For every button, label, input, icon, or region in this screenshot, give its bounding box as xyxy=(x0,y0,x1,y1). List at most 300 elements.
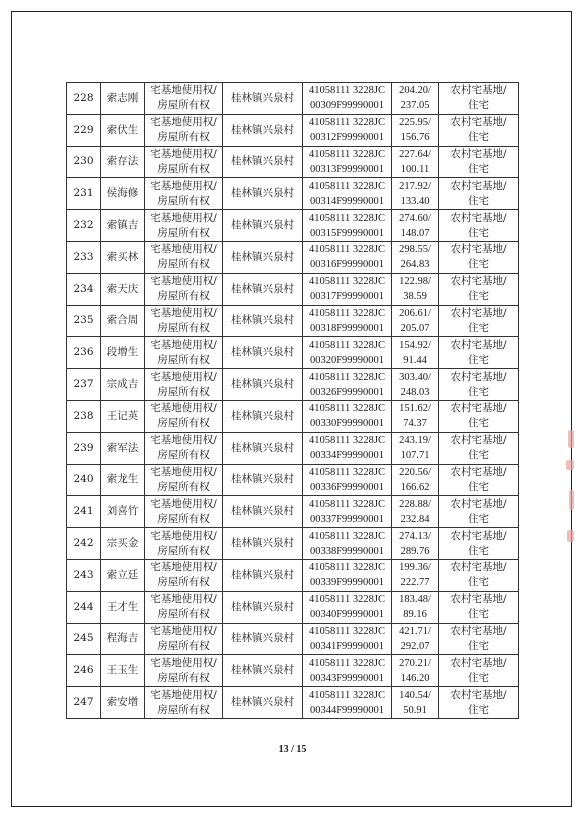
area-cell xyxy=(392,305,439,337)
land-use-cell xyxy=(439,559,519,591)
unit-code-cell-line: 00320F99990001 xyxy=(309,354,385,366)
area-cell-line: 220.56/ xyxy=(399,466,431,478)
land-use-cell xyxy=(439,369,519,401)
unit-code-cell-line: 00341F99990001 xyxy=(309,640,385,652)
area-cell-line: 122.98/ xyxy=(399,276,431,288)
owner-name-cell: 刘喜竹 xyxy=(101,496,145,528)
unit-code-cell xyxy=(303,559,392,591)
table-row xyxy=(67,83,519,115)
right-type-cell xyxy=(145,146,223,178)
right-type-cell-line: 宅基地使用权/ xyxy=(150,688,217,701)
table-row xyxy=(67,305,519,337)
land-use-cell xyxy=(439,83,519,115)
land-use-cell-line: 住宅 xyxy=(468,449,489,462)
table-row xyxy=(67,241,519,273)
right-type-cell-line: 房屋所有权 xyxy=(157,608,210,621)
land-use-cell-line: 住宅 xyxy=(468,703,489,716)
row-number-cell: 241 xyxy=(67,496,101,528)
unit-code-cell-line: 41058111 3228JC xyxy=(309,562,385,574)
right-type-cell-line: 房屋所有权 xyxy=(157,321,210,334)
land-use-cell-line: 农村宅基地/ xyxy=(450,624,507,637)
unit-code-cell xyxy=(303,496,392,528)
table-row xyxy=(67,146,519,178)
owner-name-cell: 索志刚 xyxy=(101,83,145,115)
location-cell: 桂林镇兴泉村 xyxy=(223,210,303,242)
land-use-cell xyxy=(439,496,519,528)
owner-name-cell: 索买林 xyxy=(101,241,145,273)
area-cell xyxy=(392,528,439,560)
area-cell-line: 140.54/ xyxy=(399,689,431,701)
row-number-cell: 245 xyxy=(67,623,101,655)
page-number: 13 / 15 xyxy=(278,744,307,755)
location-cell: 桂林镇兴泉村 xyxy=(223,241,303,273)
row-number-cell: 229 xyxy=(67,114,101,146)
records-table xyxy=(66,82,519,719)
land-use-cell-line: 农村宅基地/ xyxy=(450,338,507,351)
area-cell-line: 243.19/ xyxy=(399,435,431,447)
location-cell: 桂林镇兴泉村 xyxy=(223,623,303,655)
table-row xyxy=(67,559,519,591)
unit-code-cell xyxy=(303,337,392,369)
land-use-cell-line: 住宅 xyxy=(468,417,489,430)
area-cell-line: 228.88/ xyxy=(399,498,431,510)
area-cell-line: 38.59 xyxy=(403,291,427,303)
right-type-cell xyxy=(145,464,223,496)
right-type-cell-line: 宅基地使用权/ xyxy=(150,529,217,542)
land-use-cell-line: 农村宅基地/ xyxy=(450,497,507,510)
area-cell-line: 298.55/ xyxy=(399,244,431,256)
land-use-cell xyxy=(439,432,519,464)
land-use-cell-line: 住宅 xyxy=(468,639,489,652)
location-cell: 桂林镇兴泉村 xyxy=(223,273,303,305)
land-use-cell xyxy=(439,146,519,178)
area-cell xyxy=(392,687,439,719)
area-cell-line: 166.62 xyxy=(400,481,430,493)
location-cell: 桂林镇兴泉村 xyxy=(223,687,303,719)
unit-code-cell-line: 00344F99990001 xyxy=(309,704,385,716)
area-cell xyxy=(392,432,439,464)
land-use-cell xyxy=(439,591,519,623)
right-type-cell-line: 宅基地使用权/ xyxy=(150,497,217,510)
land-use-cell-line: 住宅 xyxy=(468,258,489,271)
land-use-cell xyxy=(439,464,519,496)
unit-code-cell-line: 41058111 3228JC xyxy=(309,466,385,478)
right-type-cell-line: 宅基地使用权/ xyxy=(150,275,217,288)
land-use-cell-line: 住宅 xyxy=(468,226,489,239)
area-cell xyxy=(392,210,439,242)
row-number-cell: 234 xyxy=(67,273,101,305)
right-type-cell xyxy=(145,369,223,401)
area-cell-line: 237.05 xyxy=(400,100,430,112)
unit-code-cell-line: 41058111 3228JC xyxy=(309,212,385,224)
land-use-cell-line: 农村宅基地/ xyxy=(450,243,507,256)
unit-code-cell xyxy=(303,432,392,464)
unit-code-cell xyxy=(303,210,392,242)
row-number-cell: 231 xyxy=(67,178,101,210)
location-cell: 桂林镇兴泉村 xyxy=(223,655,303,687)
right-type-cell xyxy=(145,83,223,115)
unit-code-cell xyxy=(303,464,392,496)
row-number-cell: 246 xyxy=(67,655,101,687)
row-number-cell: 238 xyxy=(67,400,101,432)
table-row xyxy=(67,623,519,655)
area-cell-line: 74.37 xyxy=(403,418,427,430)
area-cell-line: 303.40/ xyxy=(399,371,431,383)
unit-code-cell-line: 41058111 3228JC xyxy=(309,689,385,701)
area-cell xyxy=(392,241,439,273)
land-use-cell-line: 农村宅基地/ xyxy=(450,465,507,478)
unit-code-cell-line: 41058111 3228JC xyxy=(309,117,385,129)
land-use-cell-line: 住宅 xyxy=(468,512,489,525)
unit-code-cell xyxy=(303,114,392,146)
location-cell: 桂林镇兴泉村 xyxy=(223,400,303,432)
table-row xyxy=(67,655,519,687)
unit-code-cell-line: 41058111 3228JC xyxy=(309,276,385,288)
area-cell-line: 222.77 xyxy=(400,577,430,589)
unit-code-cell-line: 41058111 3228JC xyxy=(309,85,385,97)
area-cell xyxy=(392,83,439,115)
unit-code-cell-line: 00318F99990001 xyxy=(309,322,385,334)
land-use-cell-line: 住宅 xyxy=(468,353,489,366)
area-cell-line: 227.64/ xyxy=(399,148,431,160)
land-use-cell xyxy=(439,241,519,273)
row-number-cell: 237 xyxy=(67,369,101,401)
land-use-cell xyxy=(439,178,519,210)
area-cell-line: 289.76 xyxy=(400,545,430,557)
area-cell xyxy=(392,400,439,432)
area-cell xyxy=(392,114,439,146)
unit-code-cell xyxy=(303,623,392,655)
right-type-cell-line: 宅基地使用权/ xyxy=(150,465,217,478)
area-cell-line: 248.03 xyxy=(400,386,430,398)
right-type-cell xyxy=(145,528,223,560)
unit-code-cell xyxy=(303,687,392,719)
area-cell xyxy=(392,464,439,496)
land-use-cell-line: 住宅 xyxy=(468,321,489,334)
unit-code-cell-line: 00326F99990001 xyxy=(309,386,385,398)
area-cell-line: 274.60/ xyxy=(399,212,431,224)
right-type-cell-line: 房屋所有权 xyxy=(157,512,210,525)
unit-code-cell-line: 00338F99990001 xyxy=(309,545,385,557)
unit-code-cell xyxy=(303,273,392,305)
right-type-cell-line: 房屋所有权 xyxy=(157,99,210,112)
unit-code-cell-line: 00343F99990001 xyxy=(309,672,385,684)
right-type-cell-line: 房屋所有权 xyxy=(157,194,210,207)
right-type-cell-line: 房屋所有权 xyxy=(157,449,210,462)
area-cell xyxy=(392,178,439,210)
right-type-cell xyxy=(145,337,223,369)
right-type-cell xyxy=(145,496,223,528)
area-cell-line: 205.07 xyxy=(400,322,430,334)
location-cell: 桂林镇兴泉村 xyxy=(223,591,303,623)
right-type-cell xyxy=(145,178,223,210)
unit-code-cell xyxy=(303,83,392,115)
owner-name-cell: 王记英 xyxy=(101,400,145,432)
area-cell xyxy=(392,559,439,591)
right-type-cell-line: 宅基地使用权/ xyxy=(150,211,217,224)
land-use-cell xyxy=(439,687,519,719)
land-use-cell-line: 住宅 xyxy=(468,671,489,684)
owner-name-cell: 索军法 xyxy=(101,432,145,464)
land-use-cell-line: 农村宅基地/ xyxy=(450,84,507,97)
table-row xyxy=(67,114,519,146)
area-cell-line: 154.92/ xyxy=(399,339,431,351)
unit-code-cell-line: 41058111 3228JC xyxy=(309,530,385,542)
owner-name-cell: 索天庆 xyxy=(101,273,145,305)
row-number-cell: 233 xyxy=(67,241,101,273)
owner-name-cell: 段增生 xyxy=(101,337,145,369)
area-cell-line: 270.21/ xyxy=(399,657,431,669)
right-type-cell-line: 宅基地使用权/ xyxy=(150,370,217,383)
right-type-cell xyxy=(145,623,223,655)
location-cell: 桂林镇兴泉村 xyxy=(223,83,303,115)
unit-code-cell-line: 41058111 3228JC xyxy=(309,625,385,637)
owner-name-cell: 王玉生 xyxy=(101,655,145,687)
table-row xyxy=(67,496,519,528)
right-type-cell xyxy=(145,210,223,242)
area-cell-line: 156.76 xyxy=(400,132,430,144)
right-type-cell-line: 宅基地使用权/ xyxy=(150,116,217,129)
right-type-cell-line: 宅基地使用权/ xyxy=(150,84,217,97)
row-number-cell: 230 xyxy=(67,146,101,178)
land-use-cell-line: 住宅 xyxy=(468,194,489,207)
unit-code-cell-line: 00313F99990001 xyxy=(309,163,385,175)
unit-code-cell-line: 41058111 3228JC xyxy=(309,148,385,160)
location-cell: 桂林镇兴泉村 xyxy=(223,178,303,210)
land-use-cell-line: 农村宅基地/ xyxy=(450,434,507,447)
unit-code-cell xyxy=(303,655,392,687)
right-type-cell xyxy=(145,114,223,146)
unit-code-cell-line: 00312F99990001 xyxy=(309,132,385,144)
land-use-cell xyxy=(439,623,519,655)
right-type-cell-line: 宅基地使用权/ xyxy=(150,624,217,637)
right-type-cell-line: 宅基地使用权/ xyxy=(150,243,217,256)
land-use-cell xyxy=(439,400,519,432)
area-cell-line: 206.61/ xyxy=(399,307,431,319)
right-type-cell-line: 房屋所有权 xyxy=(157,544,210,557)
right-type-cell xyxy=(145,241,223,273)
owner-name-cell: 侯海修 xyxy=(101,178,145,210)
location-cell: 桂林镇兴泉村 xyxy=(223,369,303,401)
unit-code-cell-line: 41058111 3228JC xyxy=(309,244,385,256)
right-type-cell xyxy=(145,591,223,623)
land-use-cell-line: 住宅 xyxy=(468,608,489,621)
row-number-cell: 243 xyxy=(67,559,101,591)
table-row xyxy=(67,400,519,432)
right-type-cell-line: 房屋所有权 xyxy=(157,703,210,716)
land-use-cell-line: 农村宅基地/ xyxy=(450,688,507,701)
land-use-cell xyxy=(439,528,519,560)
location-cell: 桂林镇兴泉村 xyxy=(223,464,303,496)
table-row xyxy=(67,210,519,242)
right-type-cell-line: 宅基地使用权/ xyxy=(150,147,217,160)
area-cell xyxy=(392,146,439,178)
right-type-cell xyxy=(145,273,223,305)
right-type-cell-line: 房屋所有权 xyxy=(157,131,210,144)
unit-code-cell xyxy=(303,400,392,432)
location-cell: 桂林镇兴泉村 xyxy=(223,432,303,464)
right-type-cell-line: 房屋所有权 xyxy=(157,162,210,175)
right-type-cell-line: 宅基地使用权/ xyxy=(150,402,217,415)
owner-name-cell: 宗买金 xyxy=(101,528,145,560)
area-cell-line: 232.84 xyxy=(400,513,430,525)
right-type-cell-line: 房屋所有权 xyxy=(157,258,210,271)
right-type-cell-line: 宅基地使用权/ xyxy=(150,306,217,319)
area-cell xyxy=(392,273,439,305)
area-cell-line: 183.48/ xyxy=(399,594,431,606)
unit-code-cell-line: 41058111 3228JC xyxy=(309,339,385,351)
area-cell-line: 151.62/ xyxy=(399,403,431,415)
land-use-cell xyxy=(439,273,519,305)
owner-name-cell: 索镇吉 xyxy=(101,210,145,242)
table-row xyxy=(67,369,519,401)
table-row xyxy=(67,591,519,623)
right-type-cell-line: 房屋所有权 xyxy=(157,417,210,430)
area-cell xyxy=(392,623,439,655)
area-cell-line: 133.40 xyxy=(400,195,430,207)
land-use-cell-line: 农村宅基地/ xyxy=(450,179,507,192)
right-type-cell-line: 宅基地使用权/ xyxy=(150,593,217,606)
unit-code-cell-line: 00316F99990001 xyxy=(309,259,385,271)
land-use-cell-line: 住宅 xyxy=(468,544,489,557)
row-number-cell: 239 xyxy=(67,432,101,464)
owner-name-cell: 索存法 xyxy=(101,146,145,178)
land-use-cell-line: 农村宅基地/ xyxy=(450,529,507,542)
area-cell-line: 204.20/ xyxy=(399,85,431,97)
owner-name-cell: 索伏生 xyxy=(101,114,145,146)
right-type-cell-line: 房屋所有权 xyxy=(157,290,210,303)
unit-code-cell-line: 00317F99990001 xyxy=(309,291,385,303)
unit-code-cell-line: 00340F99990001 xyxy=(309,609,385,621)
right-type-cell xyxy=(145,559,223,591)
land-use-cell-line: 农村宅基地/ xyxy=(450,561,507,574)
land-use-cell-line: 住宅 xyxy=(468,290,489,303)
row-number-cell: 244 xyxy=(67,591,101,623)
right-type-cell-line: 房屋所有权 xyxy=(157,671,210,684)
right-type-cell xyxy=(145,655,223,687)
land-use-cell-line: 农村宅基地/ xyxy=(450,656,507,669)
land-use-cell xyxy=(439,210,519,242)
unit-code-cell xyxy=(303,369,392,401)
unit-code-cell-line: 00339F99990001 xyxy=(309,577,385,589)
land-use-cell xyxy=(439,305,519,337)
land-use-cell-line: 农村宅基地/ xyxy=(450,306,507,319)
unit-code-cell xyxy=(303,305,392,337)
area-cell-line: 91.44 xyxy=(403,354,427,366)
row-number-cell: 235 xyxy=(67,305,101,337)
right-type-cell xyxy=(145,400,223,432)
unit-code-cell xyxy=(303,241,392,273)
area-cell xyxy=(392,591,439,623)
row-number-cell: 247 xyxy=(67,687,101,719)
owner-name-cell: 王才生 xyxy=(101,591,145,623)
unit-code-cell-line: 00314F99990001 xyxy=(309,195,385,207)
area-cell-line: 89.16 xyxy=(403,609,427,621)
area-cell-line: 107.71 xyxy=(400,450,430,462)
unit-code-cell-line: 41058111 3228JC xyxy=(309,403,385,415)
location-cell: 桂林镇兴泉村 xyxy=(223,146,303,178)
right-type-cell-line: 宅基地使用权/ xyxy=(150,561,217,574)
unit-code-cell-line: 00336F99990001 xyxy=(309,481,385,493)
land-use-cell-line: 农村宅基地/ xyxy=(450,593,507,606)
unit-code-cell-line: 41058111 3228JC xyxy=(309,307,385,319)
row-number-cell: 240 xyxy=(67,464,101,496)
table-row xyxy=(67,464,519,496)
row-number-cell: 232 xyxy=(67,210,101,242)
right-type-cell-line: 房屋所有权 xyxy=(157,226,210,239)
area-cell-line: 274.13/ xyxy=(399,530,431,542)
right-type-cell-line: 宅基地使用权/ xyxy=(150,656,217,669)
table-row xyxy=(67,178,519,210)
area-cell xyxy=(392,496,439,528)
owner-name-cell: 程海吉 xyxy=(101,623,145,655)
area-cell-line: 217.92/ xyxy=(399,180,431,192)
right-type-cell-line: 房屋所有权 xyxy=(157,480,210,493)
right-type-cell-line: 宅基地使用权/ xyxy=(150,179,217,192)
unit-code-cell-line: 00330F99990001 xyxy=(309,418,385,430)
area-cell xyxy=(392,369,439,401)
right-type-cell xyxy=(145,305,223,337)
land-use-cell-line: 农村宅基地/ xyxy=(450,370,507,383)
area-cell-line: 421.71/ xyxy=(399,625,431,637)
right-type-cell-line: 宅基地使用权/ xyxy=(150,434,217,447)
land-use-cell-line: 住宅 xyxy=(468,131,489,144)
land-use-cell xyxy=(439,337,519,369)
area-cell-line: 199.36/ xyxy=(399,562,431,574)
right-type-cell-line: 房屋所有权 xyxy=(157,576,210,589)
row-number-cell: 242 xyxy=(67,528,101,560)
unit-code-cell xyxy=(303,178,392,210)
area-cell-line: 146.20 xyxy=(400,672,430,684)
table-row xyxy=(67,528,519,560)
location-cell: 桂林镇兴泉村 xyxy=(223,559,303,591)
land-use-cell-line: 住宅 xyxy=(468,162,489,175)
land-use-cell-line: 住宅 xyxy=(468,576,489,589)
unit-code-cell-line: 00309F99990001 xyxy=(309,100,385,112)
unit-code-cell-line: 41058111 3228JC xyxy=(309,498,385,510)
area-cell-line: 100.11 xyxy=(400,163,430,175)
owner-name-cell: 索安增 xyxy=(101,687,145,719)
location-cell: 桂林镇兴泉村 xyxy=(223,114,303,146)
right-type-cell-line: 房屋所有权 xyxy=(157,639,210,652)
table-row xyxy=(67,273,519,305)
table-body xyxy=(67,83,519,719)
land-use-cell xyxy=(439,114,519,146)
land-use-cell-line: 农村宅基地/ xyxy=(450,116,507,129)
location-cell: 桂林镇兴泉村 xyxy=(223,528,303,560)
location-cell: 桂林镇兴泉村 xyxy=(223,337,303,369)
right-type-cell-line: 宅基地使用权/ xyxy=(150,338,217,351)
area-cell-line: 264.83 xyxy=(400,259,430,271)
area-cell-line: 292.07 xyxy=(400,640,430,652)
unit-code-cell-line: 00334F99990001 xyxy=(309,450,385,462)
land-use-cell-line: 住宅 xyxy=(468,385,489,398)
unit-code-cell-line: 41058111 3228JC xyxy=(309,371,385,383)
row-number-cell: 236 xyxy=(67,337,101,369)
area-cell-line: 225.95/ xyxy=(399,117,431,129)
land-use-cell xyxy=(439,655,519,687)
unit-code-cell xyxy=(303,146,392,178)
location-cell: 桂林镇兴泉村 xyxy=(223,496,303,528)
right-type-cell xyxy=(145,687,223,719)
owner-name-cell: 索合周 xyxy=(101,305,145,337)
table-row xyxy=(67,687,519,719)
unit-code-cell-line: 41058111 3228JC xyxy=(309,657,385,669)
owner-name-cell: 索立廷 xyxy=(101,559,145,591)
seal-edge-mark xyxy=(566,420,576,560)
table-row xyxy=(67,432,519,464)
area-cell-line: 148.07 xyxy=(400,227,430,239)
